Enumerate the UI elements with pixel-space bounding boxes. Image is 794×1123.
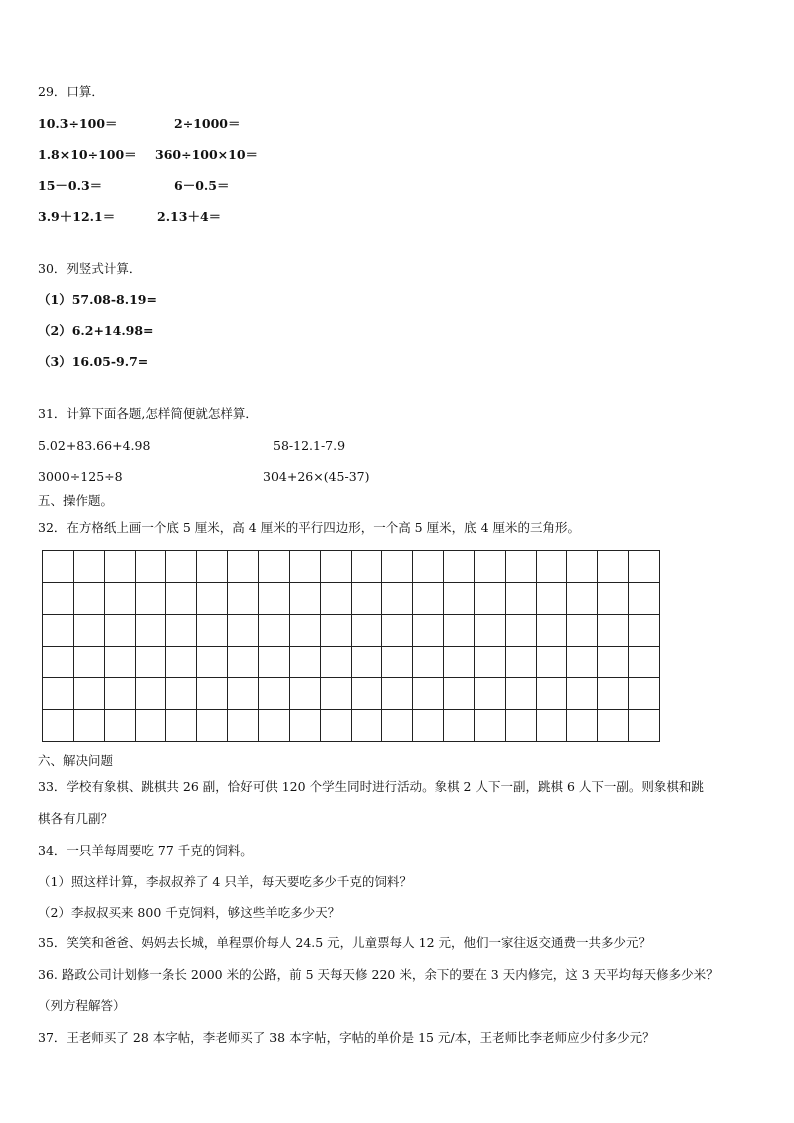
grid-cell <box>166 647 197 679</box>
grid-cell <box>74 710 105 742</box>
section-five-heading: 五、操作题。 <box>38 493 114 508</box>
q31-expr: 58-12.1-7.9 <box>273 438 346 453</box>
grid-cell <box>598 678 629 710</box>
grid-cell <box>382 615 413 647</box>
grid-cell <box>321 583 352 615</box>
grid-cell <box>290 647 321 679</box>
grid-cell <box>444 551 475 583</box>
q31-expr: 304+26×(45-37) <box>263 469 370 484</box>
q35-text: 35．笑笑和爸爸、妈妈去长城，单程票价每人 24.5 元，儿童票每人 12 元，他们一家往返交通费一共多少元？ <box>38 935 652 950</box>
grid-cell <box>74 551 105 583</box>
grid-cell <box>228 647 259 679</box>
grid-cell <box>290 678 321 710</box>
grid-cell <box>382 678 413 710</box>
grid-cell <box>290 710 321 742</box>
grid-cell <box>506 551 537 583</box>
grid-cell <box>598 647 629 679</box>
grid-cell <box>629 710 660 742</box>
grid-cell <box>290 551 321 583</box>
grid-cell <box>567 583 598 615</box>
grid-cell <box>444 647 475 679</box>
grid-cell <box>506 710 537 742</box>
grid-cell <box>136 710 167 742</box>
grid-cell <box>166 551 197 583</box>
grid-cell <box>475 647 506 679</box>
grid-cell <box>136 615 167 647</box>
q32-text: 32．在方格纸上画一个底 5 厘米，高 4 厘米的平行四边形，一个高 5 厘米，底 4 厘米的三角形。 <box>38 520 581 535</box>
grid-cell <box>321 615 352 647</box>
grid-cell <box>74 647 105 679</box>
q30-item: （2）6.2+14.98= <box>38 323 154 338</box>
grid-cell <box>259 615 290 647</box>
grid-cell <box>43 678 74 710</box>
grid-cell <box>413 647 444 679</box>
grid-cell <box>598 710 629 742</box>
grid-cell <box>43 710 74 742</box>
grid-cell <box>506 583 537 615</box>
grid-cell <box>105 615 136 647</box>
grid-cell <box>166 710 197 742</box>
grid-cell <box>166 583 197 615</box>
grid-cell <box>598 615 629 647</box>
grid-cell <box>259 678 290 710</box>
grid-cell <box>197 647 228 679</box>
grid-cell <box>166 678 197 710</box>
q30-title: 30．列竖式计算． <box>38 261 142 276</box>
grid-cell <box>352 710 383 742</box>
grid-cell <box>444 583 475 615</box>
grid-cell <box>629 647 660 679</box>
grid-cell <box>74 583 105 615</box>
grid-cell <box>43 583 74 615</box>
q29-expr: 2÷1000＝ <box>174 116 241 131</box>
q29-expr: 6－0.5＝ <box>174 178 230 193</box>
grid-cell <box>321 678 352 710</box>
grid-cell <box>43 647 74 679</box>
grid-cell <box>136 583 167 615</box>
grid-cell <box>43 615 74 647</box>
grid-cell <box>567 615 598 647</box>
grid-cell <box>382 551 413 583</box>
grid-cell <box>259 551 290 583</box>
q34-title: 34．一只羊每周要吃 77 千克的饲料。 <box>38 843 253 858</box>
grid-cell <box>197 678 228 710</box>
grid-cell <box>105 551 136 583</box>
q31-expr: 5.02+83.66+4.98 <box>38 438 151 453</box>
square-grid-paper <box>42 550 660 742</box>
grid-cell <box>629 583 660 615</box>
grid-cell <box>537 583 568 615</box>
grid-cell <box>475 678 506 710</box>
grid-cell <box>105 678 136 710</box>
q29-expr: 360÷100×10＝ <box>155 147 259 162</box>
grid-cell <box>506 678 537 710</box>
grid-cell <box>567 678 598 710</box>
grid-cell <box>537 678 568 710</box>
grid-cell <box>43 551 74 583</box>
grid-cell <box>228 551 259 583</box>
grid-cell <box>259 647 290 679</box>
grid-cell <box>382 710 413 742</box>
grid-cell <box>475 615 506 647</box>
grid-cell <box>197 710 228 742</box>
grid-cell <box>228 615 259 647</box>
grid-cell <box>321 551 352 583</box>
grid-cell <box>197 615 228 647</box>
grid-cell <box>413 615 444 647</box>
section-six-heading: 六、解决问题 <box>38 753 114 768</box>
grid-cell <box>352 615 383 647</box>
grid-cell <box>228 710 259 742</box>
grid-cell <box>197 551 228 583</box>
grid-cell <box>228 678 259 710</box>
grid-cell <box>444 678 475 710</box>
grid-cell <box>598 551 629 583</box>
grid-cell <box>290 583 321 615</box>
grid-cell <box>413 583 444 615</box>
q29-title: 29．口算． <box>38 84 104 99</box>
grid-cell <box>567 710 598 742</box>
q33-line2: 棋各有几副？ <box>38 811 114 826</box>
grid-cell <box>136 551 167 583</box>
grid-cell <box>74 678 105 710</box>
grid-cell <box>352 678 383 710</box>
grid-cell <box>629 678 660 710</box>
grid-cell <box>567 551 598 583</box>
grid-cell <box>629 615 660 647</box>
grid-cell <box>197 583 228 615</box>
grid-cell <box>352 647 383 679</box>
grid-cell <box>259 583 290 615</box>
q29-expr: 10.3÷100＝ <box>38 116 118 131</box>
grid-cell <box>444 615 475 647</box>
grid-cell <box>352 583 383 615</box>
grid-cell <box>166 615 197 647</box>
grid-cell <box>352 551 383 583</box>
q29-expr: 1.8×10÷100＝ <box>38 147 137 162</box>
q29-expr: 3.9＋12.1＝ <box>38 209 116 224</box>
q30-item: （1）57.08-8.19= <box>38 292 157 307</box>
q36-line2: （列方程解答） <box>38 998 126 1013</box>
q34-item: （2）李叔叔买来 800 千克饲料，够这些羊吃多少天？ <box>38 905 341 920</box>
grid-cell <box>74 615 105 647</box>
grid-cell <box>105 710 136 742</box>
grid-cell <box>506 647 537 679</box>
grid-cell <box>475 710 506 742</box>
grid-cell <box>598 583 629 615</box>
q34-item: （1）照这样计算，李叔叔养了 4 只羊，每天要吃多少千克的饲料？ <box>38 874 412 889</box>
grid-cell <box>105 583 136 615</box>
grid-cell <box>475 583 506 615</box>
q30-item: （3）16.05-9.7= <box>38 354 149 369</box>
grid-cell <box>506 615 537 647</box>
grid-cell <box>413 551 444 583</box>
grid-cell <box>413 678 444 710</box>
grid-cell <box>537 551 568 583</box>
grid-cell <box>321 710 352 742</box>
q29-expr: 2.13＋4＝ <box>157 209 222 224</box>
q31-expr: 3000÷125÷8 <box>38 469 123 484</box>
q31-title: 31．计算下面各题,怎样简便就怎样算． <box>38 406 258 421</box>
grid-cell <box>259 710 290 742</box>
q29-expr: 15－0.3＝ <box>38 178 103 193</box>
q33-line1: 33．学校有象棋、跳棋共 26 副，恰好可供 120 个学生同时进行活动。象棋 2 人下一副，跳棋 6 人下一副。则象棋和跳 <box>38 779 704 794</box>
grid-cell <box>136 647 167 679</box>
q36-line1: 36. 路政公司计划修一条长 2000 米的公路，前 5 天每天修 220 米，余下的要在 3 天内修完，这 3 天平均每天修多少米？ <box>38 967 719 982</box>
grid-cell <box>413 710 444 742</box>
grid-cell <box>228 583 259 615</box>
grid-cell <box>105 647 136 679</box>
q37-text: 37．王老师买了 28 本字帖，李老师买了 38 本字帖，字帖的单价是 15 元/本，王老师比李老师应少付多少元？ <box>38 1030 655 1045</box>
grid-cell <box>567 647 598 679</box>
grid-cell <box>136 678 167 710</box>
grid-cell <box>321 647 352 679</box>
grid-cell <box>537 647 568 679</box>
grid-cell <box>290 615 321 647</box>
grid-cell <box>475 551 506 583</box>
grid-cell <box>537 710 568 742</box>
grid-cell <box>629 551 660 583</box>
grid-cell <box>382 583 413 615</box>
grid-cell <box>382 647 413 679</box>
grid-cell <box>444 710 475 742</box>
grid-cell <box>537 615 568 647</box>
